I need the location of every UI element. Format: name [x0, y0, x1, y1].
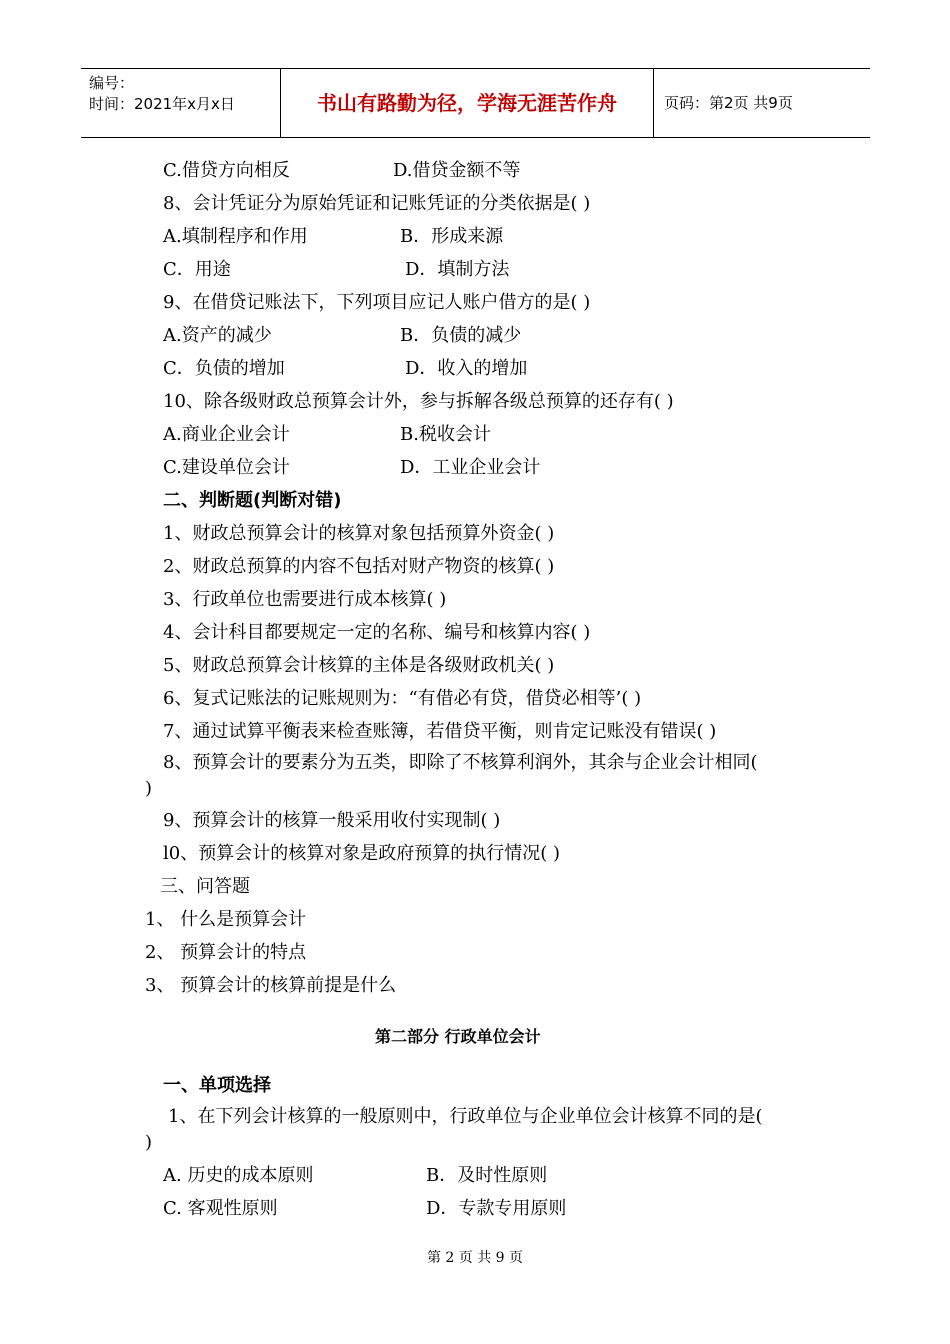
- option-line: A.资产的减少: [163, 325, 272, 346]
- page-footer: 第 2 页 共 9 页: [426, 1250, 524, 1266]
- time-label: 时间：2021年x月x日: [89, 95, 235, 113]
- option-line: D．收入的增加: [405, 358, 528, 379]
- option-line: C．负债的增加: [163, 358, 285, 379]
- option-line: B．负债的减少: [400, 325, 522, 346]
- option-line: D．专款专用原则: [426, 1198, 567, 1219]
- question-line: 3、行政单位也需要进行成本核算( ): [163, 589, 447, 610]
- option-line: C.借贷方向相反: [163, 160, 290, 181]
- option-line: B．及时性原则: [426, 1165, 548, 1186]
- question-line: 8、会计凭证分为原始凭证和记账凭证的分类依据是( ): [163, 193, 591, 214]
- option-line: A. 历史的成本原则: [163, 1165, 314, 1186]
- option-line: D.借贷金额不等: [393, 160, 521, 181]
- question-line: l0、预算会计的核算对象是政府预算的执行情况( ): [163, 843, 560, 864]
- option-line: C.建设单位会计: [163, 457, 290, 478]
- question-line: 8、预算会计的要素分为五类，即除了不核算利润外，其余与企业会计相同(: [163, 752, 758, 773]
- question-line: 2、 预算会计的特点: [145, 942, 307, 963]
- question-line-wrap: ): [145, 1132, 153, 1153]
- section-heading: 二、判断题(判断对错): [163, 490, 342, 511]
- header-page-label: 页码：第2页 共9页: [664, 94, 793, 112]
- question-line: 1、在下列会计核算的一般原则中，行政单位与企业单位会计核算不同的是(: [168, 1106, 763, 1127]
- page-header: [81, 68, 870, 138]
- section-heading: 一、单项选择: [163, 1075, 271, 1096]
- question-line: 4、会计科目都要规定一定的名称、编号和核算内容( ): [163, 622, 591, 643]
- question-line: 10、除各级财政总预算会计外，参与拆解各级总预算的还存有( ): [163, 391, 674, 412]
- option-line: D．填制方法: [405, 259, 510, 280]
- option-line: D．工业企业会计: [400, 457, 541, 478]
- question-line: 7、通过试算平衡表来检查账簿，若借贷平衡，则肯定记账没有错误( ): [163, 721, 717, 742]
- option-line: B.税收会计: [400, 424, 491, 445]
- number-label: 编号：: [89, 74, 135, 92]
- header-meta: [81, 69, 281, 137]
- question-line: 6、复式记账法的记账规则为：“有借必有贷，借贷必相等’( ): [163, 688, 642, 709]
- question-line: 9、在借贷记账法下，下列项目应记人账户借方的是( ): [163, 292, 591, 313]
- question-line: 5、财政总预算会计核算的主体是各级财政机关( ): [163, 655, 555, 676]
- option-line: C. 客观性原则: [163, 1198, 278, 1219]
- question-line: 1、 什么是预算会计: [145, 909, 307, 930]
- question-line: 2、财政总预算的内容不包括对财产物资的核算( ): [163, 556, 555, 577]
- option-line: B．形成来源: [400, 226, 504, 247]
- option-line: C．用途: [163, 259, 231, 280]
- part-title: 第二部分 行政单位会计: [375, 1027, 541, 1046]
- question-line-wrap: ): [145, 778, 153, 799]
- question-line: 9、预算会计的核算一般采用收付实现制( ): [163, 810, 501, 831]
- option-line: A.商业企业会计: [163, 424, 290, 445]
- section-heading: 三、问答题: [160, 876, 250, 897]
- header-motto: 书山有路勤为径，学海无涯苦作舟: [281, 69, 654, 137]
- option-line: A.填制程序和作用: [163, 226, 308, 247]
- question-line: 3、 预算会计的核算前提是什么: [145, 975, 397, 996]
- question-line: 1、财政总预算会计的核算对象包括预算外资金( ): [163, 523, 555, 544]
